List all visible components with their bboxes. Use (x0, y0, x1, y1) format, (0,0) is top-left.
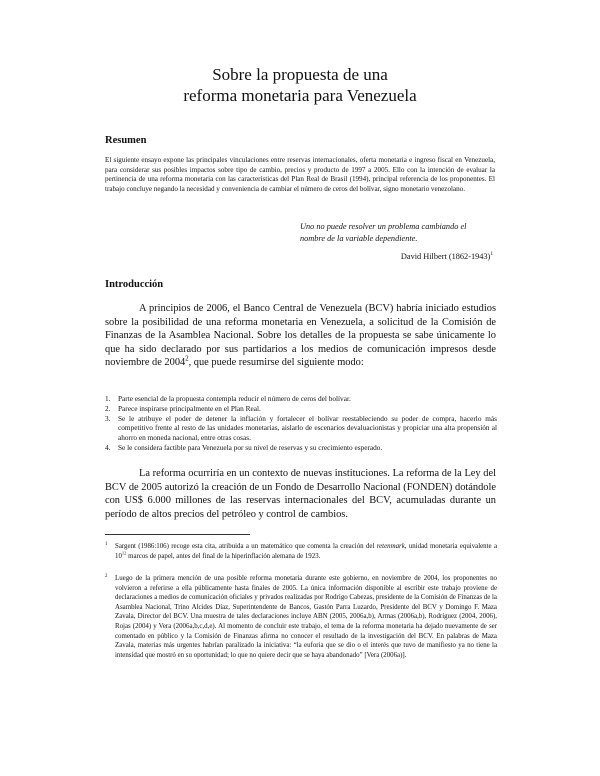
list-item-number: 1. (105, 394, 111, 403)
proposal-list (105, 394, 497, 453)
introduccion-heading: Introducción (105, 279, 164, 290)
title-line-1: Sobre la propuesta de una (212, 65, 388, 84)
list-item-text: Se le atribuye el poder de detener la inflación y fortalecer el bolívar reestableciendo su poder de compra, hacerlo más competitivo frente al resto de las unidades monetarias, aislarlo de escenarios devaluacionistas y propiciar una alta propensión al ahorro en moneda nacional, entre otras cosas. (118, 414, 497, 442)
paper-title (0, 64, 600, 106)
list-item (105, 394, 497, 403)
footnote-text: Sargent (1986:106) recoge esta cita, atribuida a un matemático que comenta la creación del (115, 543, 377, 550)
footnote-body (105, 542, 497, 561)
epigraph-line-1: Uno no puede resolver un problema cambiando el (300, 222, 467, 231)
footnote-mark-1: 1 (490, 251, 493, 258)
list-item-text: Se le considera factible para Venezuela por su nivel de reservas y su crecimiento esperado. (118, 442, 383, 452)
footnote-text: marcos de papel, antes del final de la hiperinflación alemana de 1923. (126, 552, 321, 560)
intro-paragraph-1-end: , que puede resumirse del siguiente modo: (188, 357, 364, 369)
title-line-2: reforma monetaria para Venezuela (183, 86, 417, 105)
list-item-text: Parece inspirarse principalmente en el Plan Real. (118, 404, 261, 413)
epigraph-quote (300, 221, 500, 244)
footnote-italic-term: retenmark (376, 543, 405, 550)
intro-paragraph-2: La reforma ocurriría en un contexto de nuevas instituciones. La reforma de la Ley del BCV de 2005 autorizó la creación de un Fondo de Desarrollo Nacional (FONDEN) dotándole con US$ 6.000 millones de las reservas internacionales del BCV, acumuladas durante un período de altos precios del petróleo y control de cambios. (105, 468, 496, 520)
list-item-number: 3. (105, 414, 111, 423)
list-item-text: Parte esencial de la propuesta contempla reducir el número de ceros del bolívar. (118, 394, 351, 403)
intro-paragraph-1 (105, 302, 496, 370)
list-item (105, 414, 497, 442)
list-item (105, 404, 497, 413)
footnote-1 (105, 542, 497, 561)
epigraph-author-name: David Hilbert (1862-1943) (400, 252, 491, 261)
footnote-number: 2 (105, 574, 108, 579)
footnote-number: 1 (105, 542, 108, 547)
footnote-2 (105, 574, 497, 660)
intro-paragraph-1-text: A principios de 2006, el Banco Central de Venezuela (BCV) habría iniciado estudios sobre la posibilidad de una reforma monetaria en Venezuela, a solicitud de la Comisión de Finanzas de la Asamblea Nacional. Sobre los detalles de la propuesta se sabe únicamente lo que ha sido declarado por sus partidarios a los medios de comunicación impresos desde noviembre de 2004 (105, 303, 496, 369)
footnote-exponent: 12 (121, 550, 127, 556)
epigraph-author (401, 252, 493, 261)
list-item (105, 443, 497, 452)
list-item-number: 2. (105, 404, 111, 413)
footnote-text: , unidad monetaria equivalente a 10 (115, 543, 498, 560)
resumen-heading: Resumen (105, 135, 147, 146)
epigraph-line-2: nombre de la variable dependiente. (300, 233, 418, 243)
resumen-text: El siguiente ensayo expone las principales vinculaciones entre reservas internacionales, oferta monetaria e ingreso fiscal en Venezuela, para considerar sus posibles impactos sobre tipo de cambio, precios y producto de 1997 a 2005. Ello con la intención de evaluar la pertinencia de una reforma monetaria con las características del Plan Real de Brasil (1994), principal referencia de los proponentes. El trabajo concluye negando la necesidad y conveniencia de cambiar el número de ceros del bolívar, signo monetario venezolano. (105, 156, 495, 193)
footnote-body: Luego de la primera mención de una posible reforma monetaria durante este gobierno, en noviembre de 2004, los proponentes no volvieron a referirse a ella públicamente hasta finales de 2005. La única información disponible al escribir este trabajo proviene de declaraciones a medios de comunicación oficiales y privados realizadas por Rodrigo Cabezas, presidente de la Comisión de Finanzas de la Asamblea Nacional, Trino Alcides Díaz, Superintendente de Bancos, Gastón Parra Luzardo, Presidente del BCV y Domingo F. Maza Zavala, Director del BCV. Una muestra de tales declaraciones incluye ABN (2005, 2006a,b), Armas (2006a,b), Rodríguez (2004, 2006), Rojas (2004) y Vera (2006a,b,c,d,e). Al momento de concluir este trabajo, el tema de la reforma monetaria ha dejado nuevamente de ser comentado en público y la Comisión de Finanzas afirma no conocer el resultado de la investigación del BCV. En palabras de Maza Zavala, materias más urgentes habrían paralizado la iniciativa: “la euforia que se dio o el interés que tuvo de manifiesto ya no tiene la intensidad que mostró en su oportunidad; lo que no quiere decir que se haya abandonado” [Vera (2006a)]. (115, 575, 497, 659)
list-item-number: 4. (105, 442, 111, 452)
footnote-mark-2: 2 (185, 355, 189, 363)
footnote-divider (105, 534, 250, 535)
